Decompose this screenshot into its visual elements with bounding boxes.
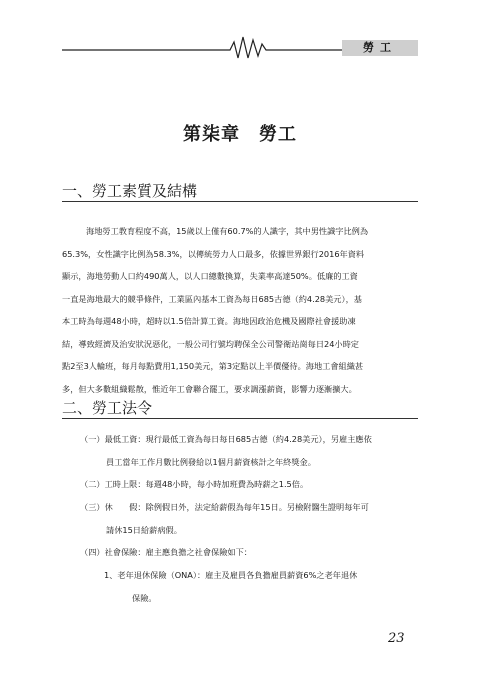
chapter-title: 第柒章 勞工 <box>183 124 297 145</box>
law-subitem-pension <box>104 564 442 609</box>
paragraph-line: 海地勞工教育程度不高，15歲以上僅有60.7%的人識字，其中男性識字比例為 <box>86 226 369 236</box>
item-line: 請休15日給薪病假。 <box>106 524 182 535</box>
paragraph-line: 65.3%，女性識字比例為58.3%，以傳統勞力人口最多，依據世界銀行2016年資料 <box>62 248 365 259</box>
section-2-rule <box>62 418 418 419</box>
paragraph-line: 多，但大多數組織鬆散，惟近年工會聯合罷工，要求調漲薪資，影響力逐漸擴大。 <box>62 383 357 394</box>
paragraph-line: 顯示，海地勞動人口約490萬人，以人口總數換算，失業率高達50%。低廉的工資 <box>62 271 358 281</box>
law-item-social-insurance <box>80 541 418 564</box>
section-1-rule <box>62 201 418 202</box>
page-number: 23 <box>388 631 405 646</box>
paragraph-line: 本工時為每週48小時，超時以1.5倍計算工資。海地因政治危機及國際社會援助凍 <box>62 316 356 326</box>
item-line: （二）工時上限：每週48小時，每小時加班費為時薪之1.5倍。 <box>80 479 309 489</box>
section-2-title: 二、勞工法令 <box>62 399 153 417</box>
paragraph-line: 一直是海地最大的競爭條件，工業區內基本工資為每日685古德（約4.28美元），基 <box>62 293 362 304</box>
header-chapter-tab: 勞工 <box>342 40 418 56</box>
item-line: （四）社會保險：雇主應負擔之社會保險如下： <box>80 547 252 557</box>
item-line: 員工當年工作月數比例發給以1個月薪資核計之年終獎金。 <box>106 456 316 467</box>
law-item-leave <box>80 496 418 541</box>
item-line: 保險。 <box>132 592 157 603</box>
item-line: 1、老年退休保險（ONA）：雇主及雇員各負擔雇員薪資6%之老年退休 <box>104 570 358 580</box>
law-item-minimum-wage <box>80 428 418 473</box>
section-1-paragraph <box>62 220 418 400</box>
paragraph-line: 點2至3人輪班，每月每點費用1,150美元，第3定點以上半價優待。海地工會組織甚 <box>62 361 364 371</box>
running-header <box>62 34 418 60</box>
section-1-title: 一、勞工素質及結構 <box>62 182 198 200</box>
paragraph-line: 結，導致經濟及治安狀況惡化，一般公司行號均聘保全公司警衛站崗每日24小時定 <box>62 338 359 349</box>
law-item-working-hours <box>80 473 418 496</box>
item-line: （三）休 假：除例假日外，法定給薪假為每年15日。另檢附醫生證明每年可 <box>80 502 369 512</box>
item-line: （一）最低工資：現行最低工資為每日每日685古德（約4.28美元），另雇主應依 <box>80 434 372 444</box>
